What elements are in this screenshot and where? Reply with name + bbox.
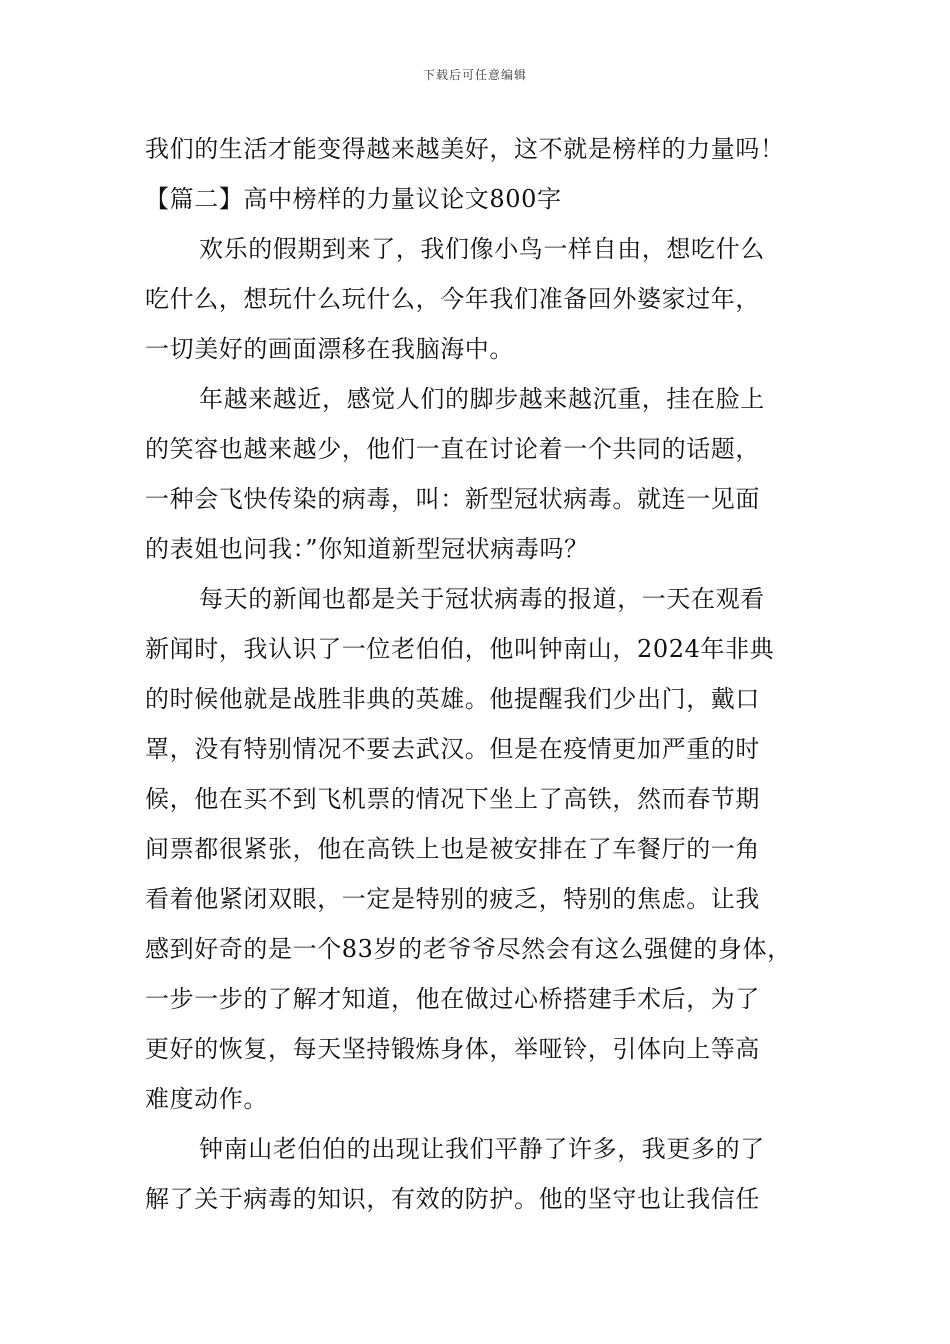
text-line: 解了关于病毒的知识，有效的防护。他的坚守也让我信任 [145, 1185, 760, 1213]
text-line: 一步一步的了解才知道，他在做过心桥搭建手术后，为了 [145, 985, 760, 1013]
text-line: 间票都很紧张，他在高铁上也是被安排在了车餐厅的一角 [145, 835, 760, 863]
text-line: 的时候他就是战胜非典的英雄。他提醒我们少出门，戴口 [145, 685, 760, 713]
section-heading: 【篇二】高中榜样的力量议论文800字 [145, 185, 562, 213]
text-line: 钟南山老伯伯的出现让我们平静了许多，我更多的了 [199, 1135, 765, 1163]
text-line: 每天的新闻也都是关于冠状病毒的报道，一天在观看 [199, 585, 765, 613]
text-line: 的笑容也越来越少，他们一直在讨论着一个共同的话题， [145, 435, 760, 463]
page-header-note: 下载后可任意编辑 [422, 68, 527, 82]
text-line: 一种会飞快传染的病毒，叫：新型冠状病毒。就连一见面 [145, 485, 760, 513]
text-line: 吃什么，想玩什么玩什么，今年我们准备回外婆家过年， [145, 285, 760, 313]
text-line: 候，他在买不到飞机票的情况下坐上了高铁，然而春节期 [145, 785, 760, 813]
text-line: 罩，没有特别情况不要去武汉。但是在疫情更加严重的时 [145, 735, 760, 763]
text-line: 感到好奇的是一个83岁的老爷爷尽然会有这么强健的身体， [145, 935, 792, 963]
text-line: 更好的恢复，每天坚持锻炼身体，举哑铃，引体向上等高 [145, 1035, 760, 1063]
text-line: 欢乐的假期到来了，我们像小鸟一样自由，想吃什么 [199, 235, 765, 263]
text-line: 我们的生活才能变得越来越美好，这不就是榜样的力量吗！ [145, 135, 785, 163]
text-line: 看着他紧闭双眼，一定是特别的疲乏，特别的焦虑。让我 [145, 885, 760, 913]
text-line: 的表姐也问我：”你知道新型冠状病毒吗？ [145, 535, 589, 563]
text-line: 年越来越近，感觉人们的脚步越来越沉重，挂在脸上 [199, 385, 765, 413]
text-line: 一切美好的画面漂移在我脑海中。 [145, 335, 514, 363]
text-line: 难度动作。 [145, 1085, 268, 1113]
text-line: 新闻时，我认识了一位老伯伯，他叫钟南山，2024年非典 [145, 635, 775, 663]
document-body [145, 124, 825, 1224]
